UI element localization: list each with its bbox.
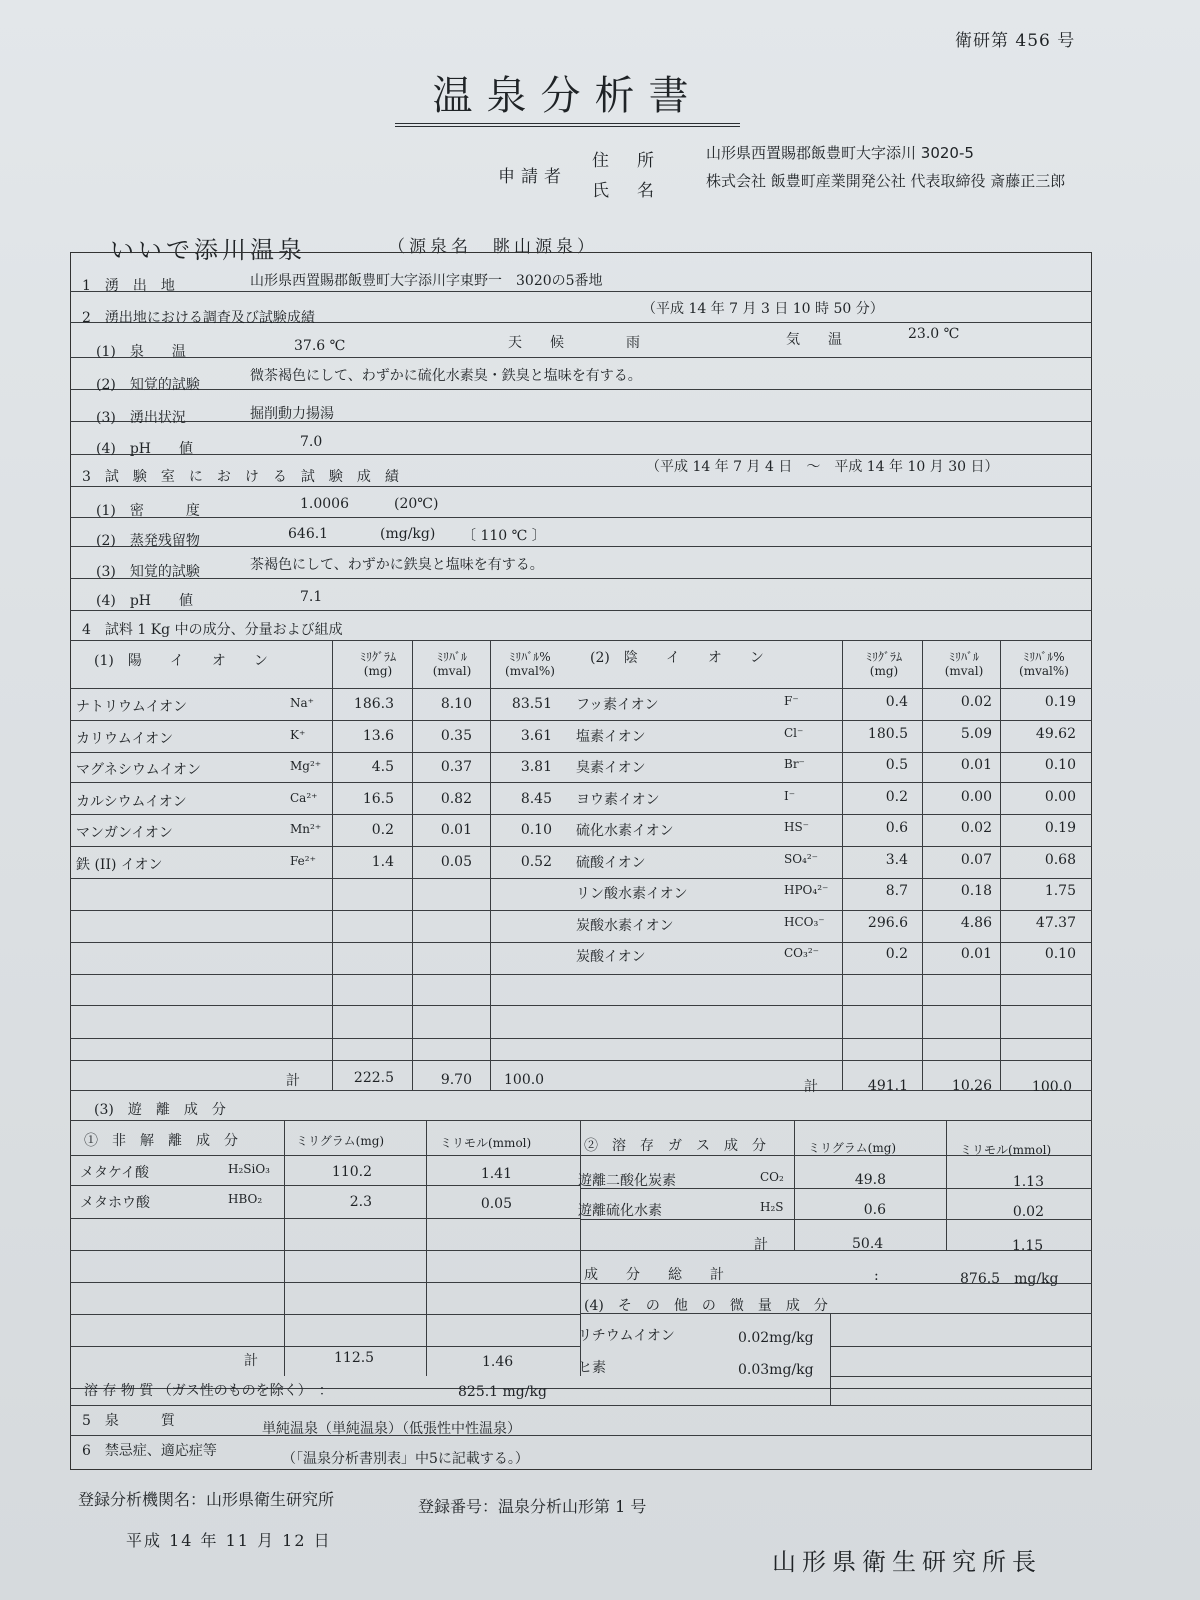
grid-line-h <box>70 610 1092 611</box>
anion-mval: 0.01 <box>960 757 992 773</box>
sec1-label: 1 湧 出 地 <box>82 278 175 294</box>
anion-symbol: F⁻ <box>784 694 799 708</box>
cation-pct: 3.81 <box>520 759 552 775</box>
grid-line-h <box>70 486 1092 487</box>
grid-line-h <box>70 814 1092 815</box>
air-temp-value: 23.0 ℃ <box>908 326 960 342</box>
nondiss-col-mg: ミリグラム(mg) <box>296 1134 385 1148</box>
cation-col-mval-top: ﾐﾘﾊﾞﾙ <box>436 650 467 664</box>
anion-pct: 0.10 <box>1044 946 1076 962</box>
anion-col-pct-bottom: (mval%) <box>1019 664 1069 678</box>
gas-mmol: 1.13 <box>1012 1174 1044 1190</box>
cation-mg: 16.5 <box>362 790 394 807</box>
nondiss-total-label: 計 <box>244 1353 258 1369</box>
grid-line-h <box>70 688 1092 689</box>
applicant-label: 申請者 <box>498 167 567 187</box>
trace-name-0: リチウムイオン <box>578 1328 675 1344</box>
cation-mval: 0.01 <box>440 822 472 838</box>
cation-mg: 4.5 <box>371 759 394 775</box>
cation-header: (1) 陽 イ オ ン <box>94 653 268 669</box>
anion-mg: 8.7 <box>885 883 908 899</box>
sensory-value-3: 茶褐色にして、わずかに鉄臭と塩味を有する。 <box>250 557 544 573</box>
cation-mg: 186.3 <box>353 696 394 712</box>
grid-line-h <box>70 942 1092 943</box>
cation-col-mval-bottom: (mval) <box>432 664 472 678</box>
anion-symbol: SO₄²⁻ <box>784 851 819 866</box>
grid-line-h <box>70 910 1092 911</box>
anion-pct: 0.19 <box>1044 694 1076 710</box>
anion-mg: 3.4 <box>885 851 908 868</box>
cation-pct: 0.52 <box>520 853 552 870</box>
anion-name: 硫酸イオン <box>576 854 646 871</box>
anion-pct: 0.68 <box>1044 851 1076 868</box>
page-title: 温泉分析書 <box>395 64 740 127</box>
spring-temp-label: (1) 泉 温 <box>96 344 186 360</box>
sec4-label: 4 試料 1 Kg 中の成分、分量および組成 <box>82 622 343 638</box>
grid-line-h <box>70 1005 1092 1006</box>
gas-name: 遊離二酸化炭素 <box>578 1173 676 1189</box>
grid-line-v <box>794 1120 795 1250</box>
anion-symbol: Cl⁻ <box>784 725 804 740</box>
anion-symbol: HCO₃⁻ <box>784 914 825 929</box>
lab-name: 登録分析機関名：山形県衛生研究所 <box>78 1490 335 1509</box>
anion-header: (2) 陰 イ オ ン <box>590 650 764 666</box>
anion-pct: 0.10 <box>1044 757 1076 773</box>
sec3-label: 3 試 験 室 に お け る 試 験 成 績 <box>82 469 399 485</box>
cation-col-pct-top: ﾐﾘﾊﾞﾙ% <box>509 650 551 664</box>
density-cond: (20℃) <box>394 496 439 512</box>
nondiss-mmol: 1.41 <box>480 1166 512 1182</box>
cation-symbol: Na⁺ <box>290 696 314 710</box>
dissolved-label: 溶 存 物 質 （ガス性のものを除く） ： <box>84 1383 333 1399</box>
anion-mg: 296.6 <box>867 914 908 931</box>
outflow-label: (3) 湧出状況 <box>96 410 186 426</box>
outflow-value: 掘削動力揚湯 <box>250 406 334 422</box>
ph-value-3: 7.1 <box>300 589 323 605</box>
nondiss-name: メタホウ酸 <box>80 1195 150 1211</box>
nondiss-mg: 2.3 <box>349 1194 372 1210</box>
trace-name-1: ヒ素 <box>578 1360 606 1376</box>
issue-date: 平成 14 年 11 月 12 日 <box>126 1531 332 1550</box>
anion-name: ヨウ素イオン <box>576 791 660 808</box>
sec3-date: （平成 14 年 7 月 4 日 ～ 平成 14 年 10 月 30 日） <box>646 459 999 475</box>
air-temp-label: 気 温 <box>786 332 842 348</box>
anion-name: フッ素イオン <box>576 697 659 713</box>
cation-total-pct: 100.0 <box>504 1072 545 1088</box>
anion-name: 炭酸イオン <box>576 949 646 965</box>
gas-mmol: 0.02 <box>1012 1204 1044 1220</box>
anion-total-mg: 491.1 <box>867 1078 908 1094</box>
density-label: (1) 密 度 <box>96 503 200 519</box>
sec2-label: 2 湧出地における調査及び試験成績 <box>82 310 315 326</box>
grid-line-v <box>426 1120 427 1376</box>
anion-mval: 4.86 <box>960 914 992 931</box>
cation-symbol: Mn²⁺ <box>290 822 322 836</box>
spring-temp-value: 37.6 ℃ <box>294 338 346 354</box>
ph-value-2: 7.0 <box>300 434 323 450</box>
director-title: 山形県衛生研究所長 <box>772 1548 1042 1576</box>
grid-line-h <box>70 517 1092 518</box>
gas-name: 遊離硫化水素 <box>578 1203 662 1219</box>
grid-line-h <box>70 1218 580 1219</box>
anion-pct: 1.75 <box>1044 883 1076 899</box>
cation-mval: 0.05 <box>440 853 472 870</box>
nondiss-total-mmol: 1.46 <box>482 1354 514 1370</box>
residue-unit: (mg/kg) <box>380 526 436 542</box>
grid-line-h <box>70 389 1092 390</box>
anion-symbol: Br⁻ <box>784 757 805 771</box>
ph-label-2: (4) pH 値 <box>96 441 194 457</box>
grid-line-h <box>70 878 1092 879</box>
cation-mval: 8.10 <box>440 696 472 712</box>
cation-pct: 83.51 <box>511 696 552 712</box>
anion-col-mval-bottom: (mval) <box>944 664 984 678</box>
grid-line-h <box>70 1120 1092 1121</box>
gas-total-mg: 50.4 <box>852 1236 884 1252</box>
sensory-label-2: (2) 知覚的試験 <box>96 377 200 393</box>
anion-col-pct-top: ﾐﾘﾊﾞﾙ% <box>1023 650 1065 664</box>
anion-mval: 0.02 <box>960 694 992 710</box>
nondiss-symbol: H₂SiO₃ <box>228 1162 270 1176</box>
cation-mval: 0.82 <box>440 790 472 807</box>
nondiss-mg: 110.2 <box>331 1164 372 1180</box>
cation-col-mg-top: ﾐﾘｸﾞﾗﾑ <box>359 650 396 664</box>
gas-total-mmol: 1.15 <box>1012 1238 1044 1254</box>
anion-mval: 0.18 <box>960 883 992 899</box>
grid-line-h <box>70 782 1092 783</box>
anion-name: 塩素イオン <box>576 728 646 745</box>
anion-total-mval: 10.26 <box>951 1078 992 1094</box>
cation-mval: 0.35 <box>440 727 472 744</box>
cation-name: カルシウムイオン <box>76 793 187 810</box>
cation-name: 鉄 (II) イオン <box>76 856 163 873</box>
anion-mg: 0.5 <box>885 757 908 773</box>
anion-col-mg-bottom: (mg) <box>869 664 899 678</box>
sec5-label: 5 泉 質 <box>82 1413 175 1429</box>
anion-mg: 180.5 <box>867 725 908 742</box>
cation-mg: 1.4 <box>371 853 394 870</box>
spring-name: いいで添川温泉 <box>110 236 306 264</box>
anion-mg: 0.4 <box>885 694 908 710</box>
sec6-label: 6 禁忌症、適応症等 <box>82 1443 217 1459</box>
anion-name: リン酸水素イオン <box>576 886 688 902</box>
anion-symbol: HS⁻ <box>784 820 810 834</box>
grid-line-h <box>70 1435 1092 1436</box>
grid-line-h <box>70 846 1092 847</box>
anion-total-label: 計 <box>804 1079 818 1095</box>
grid-line-h <box>70 640 1092 641</box>
cation-col-pct-bottom: (mval%) <box>505 664 555 678</box>
gas-col-mg: ミリグラム(mg) <box>808 1141 897 1155</box>
sensory-value-2: 微茶褐色にして、わずかに硫化水素臭・鉄臭と塩味を有する。 <box>250 368 642 384</box>
cation-total-mval: 9.70 <box>440 1072 472 1088</box>
cation-total-mg: 222.5 <box>353 1070 394 1086</box>
weather-value: 雨 <box>626 335 640 351</box>
anion-pct: 47.37 <box>1035 914 1076 931</box>
anion-mval: 0.01 <box>960 946 992 962</box>
residue-value: 646.1 <box>288 526 329 542</box>
grid-line-v <box>830 1313 831 1405</box>
cation-name: マンガンイオン <box>76 825 173 841</box>
grid-line-h <box>70 1060 1092 1061</box>
cation-name: ナトリウムイオン <box>76 699 188 715</box>
nondiss-mmol: 0.05 <box>480 1196 512 1212</box>
grid-line-h <box>70 454 1092 455</box>
grid-line-h <box>70 1405 1092 1406</box>
dissolved-value: 825.1 mg/kg <box>458 1384 547 1400</box>
address-value: 山形県西置賜郡飯豊町大字添川 3020-5 <box>706 144 974 162</box>
name-value: 株式会社 飯豊町産業開発公社 代表取締役 斎藤正三郎 <box>706 172 1066 190</box>
grid-line-h <box>70 720 1092 721</box>
anion-mval: 5.09 <box>960 725 992 742</box>
anion-col-mg-top: ﾐﾘｸﾞﾗﾑ <box>865 650 902 664</box>
grid-line-h <box>70 974 1092 975</box>
gas-mg: 49.8 <box>854 1172 886 1188</box>
density-value: 1.0006 <box>300 496 349 512</box>
cation-mg: 0.2 <box>371 822 394 838</box>
nondiss-total-mg: 112.5 <box>334 1350 375 1366</box>
grid-line-v <box>946 1120 947 1250</box>
grand-total-label: 成 分 総 計 <box>584 1267 724 1283</box>
grid-line-h <box>70 1346 580 1347</box>
grid-line-h <box>70 752 1092 753</box>
grid-line-h <box>70 1038 1092 1039</box>
document-sheet: 衛研第 456 号 温泉分析書 申請者 住所 氏名 山形県西置賜郡飯豊町大字添川 3020-5 株式会社 飯豊町産業開発公社 代表取締役 斎藤正三郎 いいで添川温泉 （源泉名 眺山源泉） 1 湧 出 地 山形県西置賜郡飯豊町大字添川字東野一 3020の5番地 2 湧出地における調査及び試験成績 （平成 14 年 7 月 3 日 10 時 50 分） (1) 泉 温 37.6 ℃ 天 候 雨 気 温 23.0 ℃ (2) 知覚的試験 微茶褐色にして、わずかに硫化水素臭・鉄臭と塩味を有する。 (3) 湧出状況 掘削動力揚湯 (4) pH 値 7.0 3 試 験 室 に お け る 試 験 成 績 （平成 14 年 7 月 4 日 ～ 平成 14 年 10 月 30 日） (1) 密 度 1.0006 (20℃) (2) 蒸発残留物 646.1 (mg/kg) 〔 110 ℃ 〕 (3) 知覚的試験 茶褐色にして、わずかに鉄臭と塩味を有する。 (4) pH 値 7.1 4 試料 1 Kg 中の成分、分量および組成 (1) 陽 イ オ ン (2) 陰 イ オ ン ﾐﾘｸﾞﾗﾑ (mg) ﾐﾘﾊﾞﾙ (mval) ﾐﾘﾊﾞﾙ% (mval%) ﾐﾘｸﾞﾗﾑ (mg) ﾐﾘﾊﾞﾙ (mval) ﾐﾘﾊﾞﾙ% (mval%) ナトリウムイオン Na⁺ 186.3 8.10 83.51 カリウムイオン K⁺ 13.6 0.35 3.61 マグネシウムイオン Mg²⁺ 4.5 0.37 3.81 カルシウムイオン Ca²⁺ 16.5 0.82 8.45 マンガンイオン Mn²⁺ 0.2 0.01 0.10 鉄 (II) イオン Fe²⁺ 1.4 0.05 0.52 フッ素イオン F⁻ 0.4 0.02 0.19 塩素イオン Cl⁻ 180.5 5.09 49.62 臭素イオン Br⁻ 0.5 0.01 0.10 ヨウ素イオン I⁻ 0.2 0.00 0.00 硫化水素イオン HS⁻ 0.6 0.02 0.19 硫酸イオン SO₄²⁻ 3.4 0.07 0.68 リン酸水素イオン HPO₄²⁻ 8.7 0.18 1.75 炭酸水素イオン HCO₃⁻ 296.6 4.86 47.37 炭酸イオン CO₃²⁻ 0.2 0.01 0.10 計 222.5 9.70 100.0 計 491.1 10.26 100.0 (3) 遊 離 成 分 ① 非 解 離 成 分 ミリグラム(mg) ミリモル(mmol) ② 溶 存 ガ ス 成 分 ミリグラム(mg) ミリモル(mmol) メタケイ酸 H₂SiO₃ 110.2 1.41 メタホウ酸 HBO₂ 2.3 0.05 遊離二酸化炭素 CO₂ 49.8 1.13 遊離硫化水素 H₂S 0.6 0.02 計 112.5 1.46 計 50.4 1.15 成 分 総 計 : 876.5 mg/kg (4) そ の 他 の 微 量 成 分 リチウムイオン 0.02mg/kg ヒ素 0.03mg/kg 溶 存 物 質 （ガス性のものを除く） ： 825.1 mg/kg 5 泉 質 単純温泉（単純温泉）（低張性中性温泉） 6 禁忌症、適応症等 （「温泉分析書別表」中5に記載する。） 登録分析機関名：山形県衛生研究所 登録番号：温泉分析山形第 1 号 平成 14 年 11 月 12 日 山形県衛生研究所長 <box>0 0 1200 1600</box>
anion-mg: 0.2 <box>885 946 908 962</box>
gas-header: ② 溶 存 ガ ス 成 分 <box>584 1138 766 1154</box>
grid-line-h <box>70 1185 580 1186</box>
grid-line-h <box>70 1282 580 1283</box>
grid-line-h <box>70 1250 580 1251</box>
residue-cond: 〔 110 ℃ 〕 <box>462 528 546 544</box>
gas-symbol: H₂S <box>760 1200 784 1214</box>
anion-symbol: HPO₄²⁻ <box>784 883 829 897</box>
sec5-value: 単純温泉（単純温泉）（低張性中性温泉） <box>262 1421 521 1437</box>
anion-pct: 0.19 <box>1044 820 1076 836</box>
gas-total-label: 計 <box>754 1237 768 1253</box>
anion-total-pct: 100.0 <box>1031 1079 1072 1095</box>
free-label: (3) 遊 離 成 分 <box>94 1102 226 1118</box>
anion-col-mval-top: ﾐﾘﾊﾞﾙ <box>948 650 979 664</box>
name-label: 氏名 <box>592 181 682 201</box>
anion-symbol: I⁻ <box>784 788 796 803</box>
nondiss-col-mmol: ミリモル(mmol) <box>440 1136 532 1150</box>
cation-name: カリウムイオン <box>76 730 174 747</box>
grid-line-h <box>70 546 1092 547</box>
nondiss-name: メタケイ酸 <box>80 1165 150 1181</box>
residue-label: (2) 蒸発残留物 <box>96 533 200 549</box>
grid-line-v <box>284 1120 285 1376</box>
source-name: （源泉名 眺山源泉） <box>388 237 598 257</box>
cation-symbol: Fe²⁺ <box>290 853 316 868</box>
cation-mval: 0.37 <box>440 759 472 775</box>
grid-line-h <box>830 1346 1092 1347</box>
grid-line-h <box>830 1376 1092 1377</box>
anion-pct: 0.00 <box>1044 788 1076 805</box>
nondiss-header: ① 非 解 離 成 分 <box>84 1133 238 1149</box>
grand-total-value: 876.5 mg/kg <box>960 1271 1059 1287</box>
cation-symbol: Mg²⁺ <box>290 759 322 773</box>
grid-line-h <box>70 291 1092 292</box>
grid-line-h <box>70 1155 1092 1156</box>
anion-mval: 0.07 <box>960 851 992 868</box>
anion-mval: 0.00 <box>960 788 992 805</box>
grid-line-h <box>70 1314 580 1315</box>
gas-col-mmol: ミリモル(mmol) <box>960 1143 1052 1157</box>
sensory-label-3: (3) 知覚的試験 <box>96 564 200 580</box>
weather-label: 天 候 <box>508 335 564 351</box>
sec2-date: （平成 14 年 7 月 3 日 10 時 50 分） <box>642 301 884 317</box>
trace-value-0: 0.02mg/kg <box>738 1330 814 1346</box>
anion-mval: 0.02 <box>960 820 992 836</box>
trace-header: (4) そ の 他 の 微 量 成 分 <box>584 1298 828 1314</box>
grid-line-h <box>70 578 1092 579</box>
grid-line-h <box>70 421 1092 422</box>
registration-number: 登録番号：温泉分析山形第 1 号 <box>418 1497 647 1516</box>
cation-symbol: Ca²⁺ <box>290 790 318 805</box>
cation-col-mg-bottom: (mg) <box>363 664 393 678</box>
anion-pct: 49.62 <box>1035 725 1076 742</box>
sec1-value: 山形県西置賜郡飯豊町大字添川字東野一 3020の5番地 <box>250 273 603 289</box>
cation-pct: 0.10 <box>520 822 552 838</box>
sec6-value: （「温泉分析書別表」中5に記載する。） <box>282 1451 529 1467</box>
nondiss-symbol: HBO₂ <box>228 1192 263 1206</box>
cation-pct: 8.45 <box>520 790 552 807</box>
address-label: 住所 <box>592 151 682 171</box>
anion-symbol: CO₃²⁻ <box>784 946 819 960</box>
gas-symbol: CO₂ <box>760 1170 784 1184</box>
grid-line-h <box>70 357 1092 358</box>
anion-name: 炭酸水素イオン <box>576 917 674 934</box>
cation-name: マグネシウムイオン <box>76 762 202 778</box>
anion-name: 臭素イオン <box>576 760 646 776</box>
trace-value-1: 0.03mg/kg <box>738 1362 814 1378</box>
cation-mg: 13.6 <box>362 727 394 744</box>
cation-symbol: K⁺ <box>290 727 306 742</box>
anion-name: 硫化水素イオン <box>576 823 674 839</box>
gas-mg: 0.6 <box>863 1202 886 1218</box>
cation-pct: 3.61 <box>520 727 552 744</box>
anion-mg: 0.2 <box>885 788 908 805</box>
document-number: 衛研第 456 号 <box>955 31 1076 51</box>
ph-label-3: (4) pH 値 <box>96 593 194 609</box>
anion-mg: 0.6 <box>885 820 908 836</box>
cation-total-label: 計 <box>286 1073 300 1089</box>
